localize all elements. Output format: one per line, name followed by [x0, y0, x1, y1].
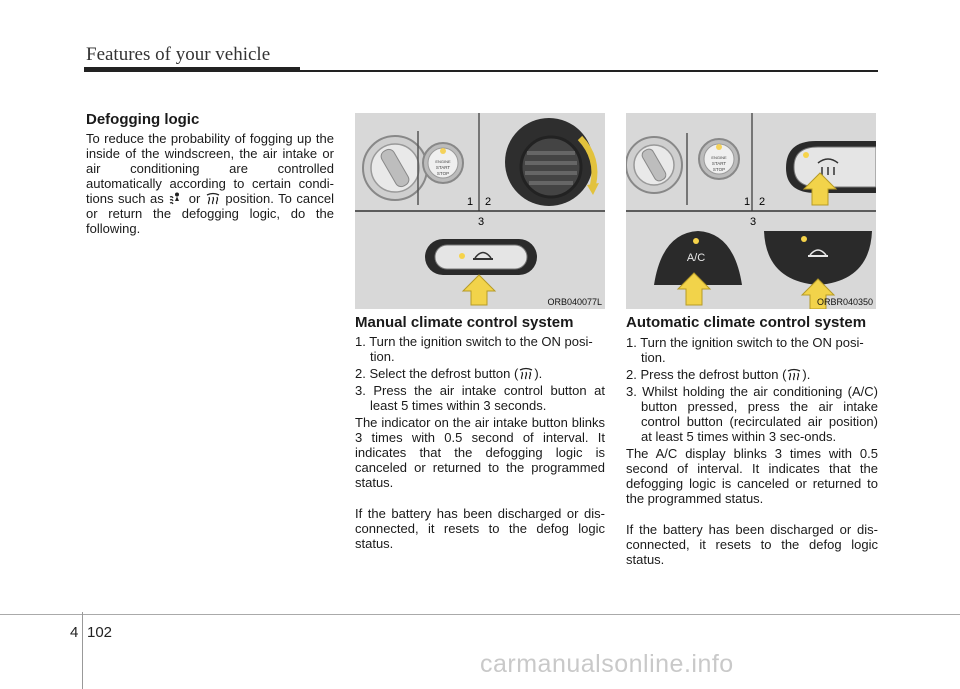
automatic-figure-code: ORBR040350: [816, 297, 873, 307]
manual-label-3: 3: [478, 216, 485, 228]
automatic-step-3: 3. Whilst holding the air conditioning (A/C) button pressed, press the air intake control button (recirculated air position) at least 5 times within 3 sec-onds.: [626, 384, 878, 444]
defrost-icon: [518, 367, 534, 380]
defogging-title: Defogging logic: [86, 111, 200, 128]
automatic-step-1: 1. Turn the ignition switch to the ON posi-tion.: [626, 335, 864, 365]
auto-label-2: 2: [759, 196, 766, 208]
header-rule-thin: [300, 70, 878, 72]
svg-text:ENGINE: ENGINE: [711, 155, 727, 160]
defrost-icon: [205, 192, 221, 205]
manual-step-2: [355, 366, 605, 381]
manual-figure-code: ORB040077L: [547, 297, 602, 307]
automatic-step-2-text-a: 2. Press the defrost button (: [626, 367, 787, 382]
automatic-climate-figure: [626, 113, 876, 309]
manual-label-1: 1: [467, 196, 474, 208]
defogging-text-b: position. To cancel or return the defogging logic, do the following.: [86, 191, 334, 236]
page-header-title: Features of your vehicle: [86, 44, 271, 65]
manual-title: Manual climate control system: [355, 314, 574, 331]
automatic-step-2-text-b: ).: [802, 367, 811, 382]
manual-step-2-text-a: 2. Select the defrost button (: [355, 366, 519, 381]
manual-step-1: 1. Turn the ignition switch to the ON posi-tion.: [355, 334, 593, 364]
defogging-section: [86, 112, 334, 236]
svg-text:STOP: STOP: [712, 167, 726, 172]
floor-defrost-icon: [168, 192, 184, 205]
air-intake-button: [764, 231, 872, 285]
automatic-paragraph-1: The A/C display blinks 3 times with 0.5 second of interval. It indicates that the defogging logic is canceled or returned to the programmed status.: [626, 446, 878, 506]
manual-section: [355, 315, 605, 551]
watermark: carmanualsonline.info: [480, 650, 734, 678]
engine-start-stop-icon: [699, 139, 739, 179]
svg-text:ENGINE: ENGINE: [435, 159, 451, 164]
ignition-key-icon: [626, 137, 682, 193]
header-rule-thick: [84, 67, 300, 72]
manual-figure-illustration: [355, 113, 605, 309]
air-intake-button: [425, 239, 537, 275]
automatic-title: Automatic climate control system: [626, 314, 867, 331]
mode-knob: [505, 118, 599, 206]
automatic-figure-illustration: [626, 113, 876, 309]
manual-step-3: 3. Press the air intake control button at least 5 times within 3 seconds.: [355, 383, 605, 413]
defogging-or: or: [188, 191, 201, 206]
automatic-section: [626, 315, 878, 567]
manual-paragraph-1: The indicator on the air intake button blinks 3 times with 0.5 second of interval. It indicates that the defogging logic is canceled or returned to the programmed status.: [355, 415, 605, 490]
engine-start-stop-icon: [423, 143, 463, 183]
svg-text:START: START: [435, 165, 451, 170]
manual-label-2: 2: [485, 196, 492, 208]
defrost-icon: [786, 368, 802, 381]
footer-divider: [82, 612, 83, 689]
svg-text:STOP: STOP: [436, 171, 450, 176]
automatic-paragraph-2: If the battery has been discharged or dis-connected, it resets to the defog logic status.: [626, 522, 878, 567]
footer-rule: [0, 614, 960, 615]
manual-step-2-text-b: ).: [534, 366, 543, 381]
ac-label: A/C: [686, 252, 706, 264]
svg-text:START: START: [711, 161, 727, 166]
defogging-text-a: To reduce the probability of fogging up the inside of the windscreen, the air intake or air conditioning are controlled automatically according to certain condi-tions such as: [86, 131, 334, 206]
manual-climate-figure: [355, 113, 605, 309]
auto-label-3: 3: [750, 216, 757, 228]
defogging-paragraph: [86, 131, 334, 236]
manual-paragraph-2: If the battery has been discharged or dis-connected, it resets to the defog logic status.: [355, 506, 605, 551]
automatic-step-2: [626, 367, 878, 382]
chapter-number: 4: [70, 624, 79, 641]
auto-label-1: 1: [744, 196, 751, 208]
page-number: 102: [87, 624, 113, 641]
